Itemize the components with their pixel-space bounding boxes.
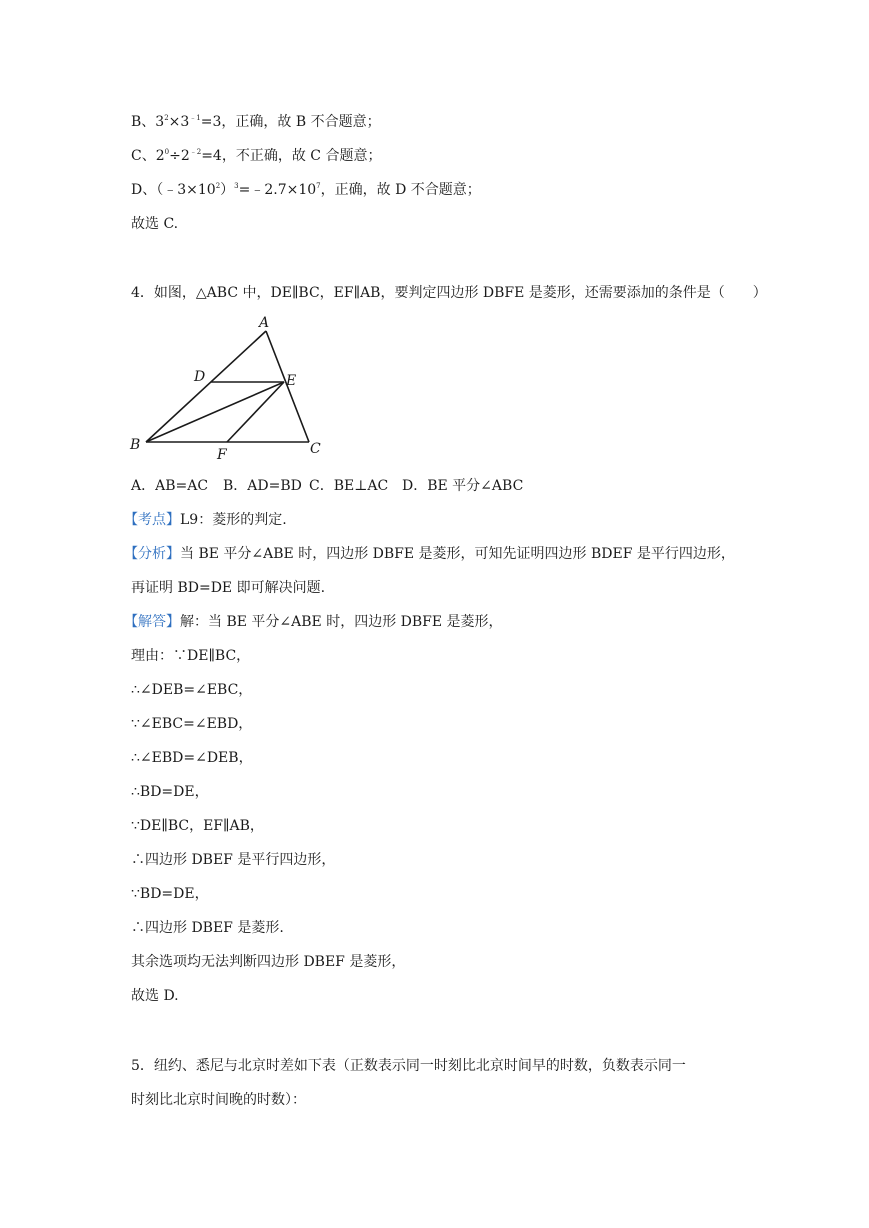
step-line: 故选 D.	[131, 988, 179, 1004]
step-line: ∴∠DEB=∠EBC，	[131, 682, 253, 698]
figure-lines	[146, 331, 309, 442]
kaodian-line: 【考点】L9：菱形的判定.	[124, 512, 287, 528]
q4-stem: 4．如图，△ABC 中，DE∥BC，EF∥AB，要判定四边形 DBFE 是菱形，还需要添加的条件是（ ）	[131, 285, 767, 301]
step-line: ∴四边形 DBEF 是平行四边形，	[131, 852, 336, 868]
fenxi-tag: 【分析】	[124, 546, 180, 562]
fenxi-line-2: 再证明 BD=DE 即可解决问题.	[131, 580, 326, 596]
q5-stem-line-2: 时刻比北京时间晚的时数）：	[131, 1092, 306, 1108]
fenxi-line: 【分析】当 BE 平分∠ABE 时，四边形 DBFE 是菱形，可知先证明四边形 BDEF 是平行四边形，	[124, 546, 735, 562]
label-c: C	[310, 441, 321, 457]
kaodian-tag: 【考点】	[124, 512, 180, 528]
segment-ef	[227, 382, 284, 442]
step-line: 其余选项均无法判断四边形 DBEF 是菱形，	[131, 954, 406, 970]
jieda-line: 【解答】解：当 BE 平分∠ABE 时，四边形 DBFE 是菱形，	[124, 614, 503, 630]
label-d: D	[194, 369, 206, 385]
step-line: ∴∠EBD=∠DEB，	[131, 750, 253, 766]
option-c: C．BE⊥AC	[309, 478, 389, 494]
label-e: E	[286, 373, 297, 389]
jieda-tag: 【解答】	[124, 614, 180, 630]
step-line: ∵∠EBC=∠EBD，	[131, 716, 253, 732]
label-b: B	[130, 437, 141, 453]
step-line: ∵DE∥BC，EF∥AB，	[131, 818, 264, 834]
segment-be	[146, 382, 284, 442]
label-a: A	[259, 315, 270, 331]
step-line: ∵BD=DE，	[131, 886, 209, 902]
step-line: ∴四边形 DBEF 是菱形.	[131, 920, 284, 936]
triangle-figure	[126, 314, 331, 462]
prev-option-c: C、$2^0\div 2^{﹣2}=4$，不正确，故 C 合题意；	[131, 148, 382, 164]
q4-options	[131, 476, 523, 496]
prev-conclusion: 故选 C.	[131, 216, 179, 232]
step-line: 理由：∵DE∥BC，	[131, 648, 251, 664]
step-line: ∴BD=DE，	[131, 784, 209, 800]
label-f: F	[217, 447, 227, 462]
prev-option-b: B、$3^2\times 3^{﹣1}=3$，正确，故 B 不合题意；	[131, 114, 381, 130]
segment-ab	[146, 331, 266, 442]
option-a: A．AB=AC	[131, 478, 209, 494]
option-b: B．AD=BD	[223, 478, 302, 494]
option-d: D．BE 平分∠ABC	[402, 478, 524, 494]
prev-option-d: D、$(﹣3\times 10^2)^3=﹣2.7\times 10^7$，正确，故 D 不合题意；	[131, 182, 481, 198]
q5-stem-line-1: 5．纽约、悉尼与北京时差如下表（正数表示同一时刻比北京时间早的时数，负数表示同一	[131, 1058, 686, 1074]
